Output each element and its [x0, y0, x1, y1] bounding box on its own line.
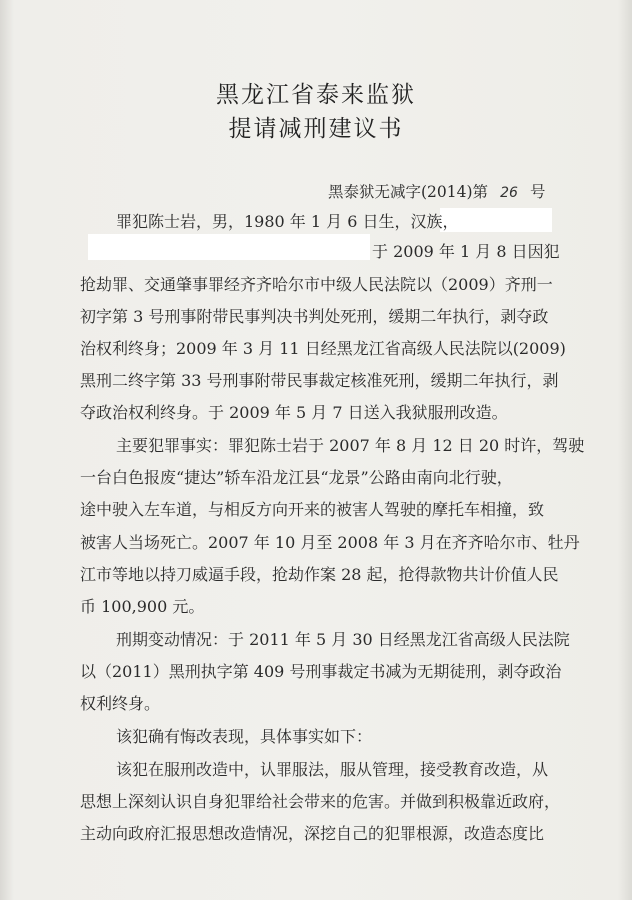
body-line: 该犯在服刑改造中，认罪服法，服从管理，接受教育改造，从	[116, 760, 549, 779]
body-line: 江市等地以持刀威逼手段，抢劫作案 28 起，抢得款物共计价值人民	[80, 565, 559, 584]
body-line: 主动向政府汇报思想改造情况，深挖自己的犯罪根源，改造态度比	[80, 824, 545, 843]
body-line: 抢劫罪、交通肇事罪经齐齐哈尔市中级人民法院以（2009）齐刑一	[80, 275, 553, 294]
body-line: 被害人当场死亡。2007 年 10 月至 2008 年 3 月在齐齐哈尔市、牡丹	[80, 533, 580, 552]
body-line: 刑期变动情况：于 2011 年 5 月 30 日经黑龙江省高级人民法院	[116, 630, 570, 649]
document-number	[328, 180, 546, 202]
body-line: 主要犯罪事实：罪犯陈士岩于 2007 年 8 月 12 日 20 时许，驾驶	[116, 436, 585, 455]
redaction-block	[88, 234, 370, 260]
body-line: 该犯确有悔改表现，具体事实如下：	[116, 727, 373, 746]
handwritten-number: 26	[500, 185, 518, 201]
body-line: 初字第 3 号刑事附带民事判决书判处死刑，缓期二年执行，剥夺政	[80, 307, 549, 326]
body-line: 币 100,900 元。	[80, 597, 205, 616]
document-title: 提请减刑建议书	[228, 116, 404, 142]
body-line: 夺政治权利终身。于 2009 年 5 月 7 日送入我狱服刑改造。	[80, 403, 508, 422]
body-line: 黑刑二终字第 33 号刑事附带民事裁定核准死刑，缓期二年执行，剥	[80, 371, 559, 390]
body-line: 于 2009 年 1 月 8 日因犯	[372, 242, 560, 261]
body-line: 罪犯陈士岩，男，1980 年 1 月 6 日生，汉族，	[116, 212, 459, 231]
document-number-prefix: 黑泰狱无减字(2014)第	[328, 183, 489, 201]
body-line: 以（2011）黑刑执字第 409 号刑事裁定书减为无期徒刑，剥夺政治	[80, 662, 562, 681]
body-line: 权利终身。	[80, 694, 161, 713]
prison-name: 黑龙江省泰来监狱	[216, 82, 416, 108]
body-line: 治权利终身；2009 年 3 月 11 日经黑龙江省高级人民法院以(2009)	[80, 339, 566, 358]
body-line: 一台白色报废“捷达”轿车沿龙江县“龙景”公路由南向北行驶，	[80, 468, 513, 487]
body-line: 思想上深刻认识自身犯罪给社会带来的危害。并做到积极靠近政府，	[80, 792, 561, 811]
body-line: 途中驶入左车道，与相反方向开来的被害人驾驶的摩托车相撞，致	[80, 500, 545, 519]
document-number-suffix: 号	[530, 183, 546, 201]
